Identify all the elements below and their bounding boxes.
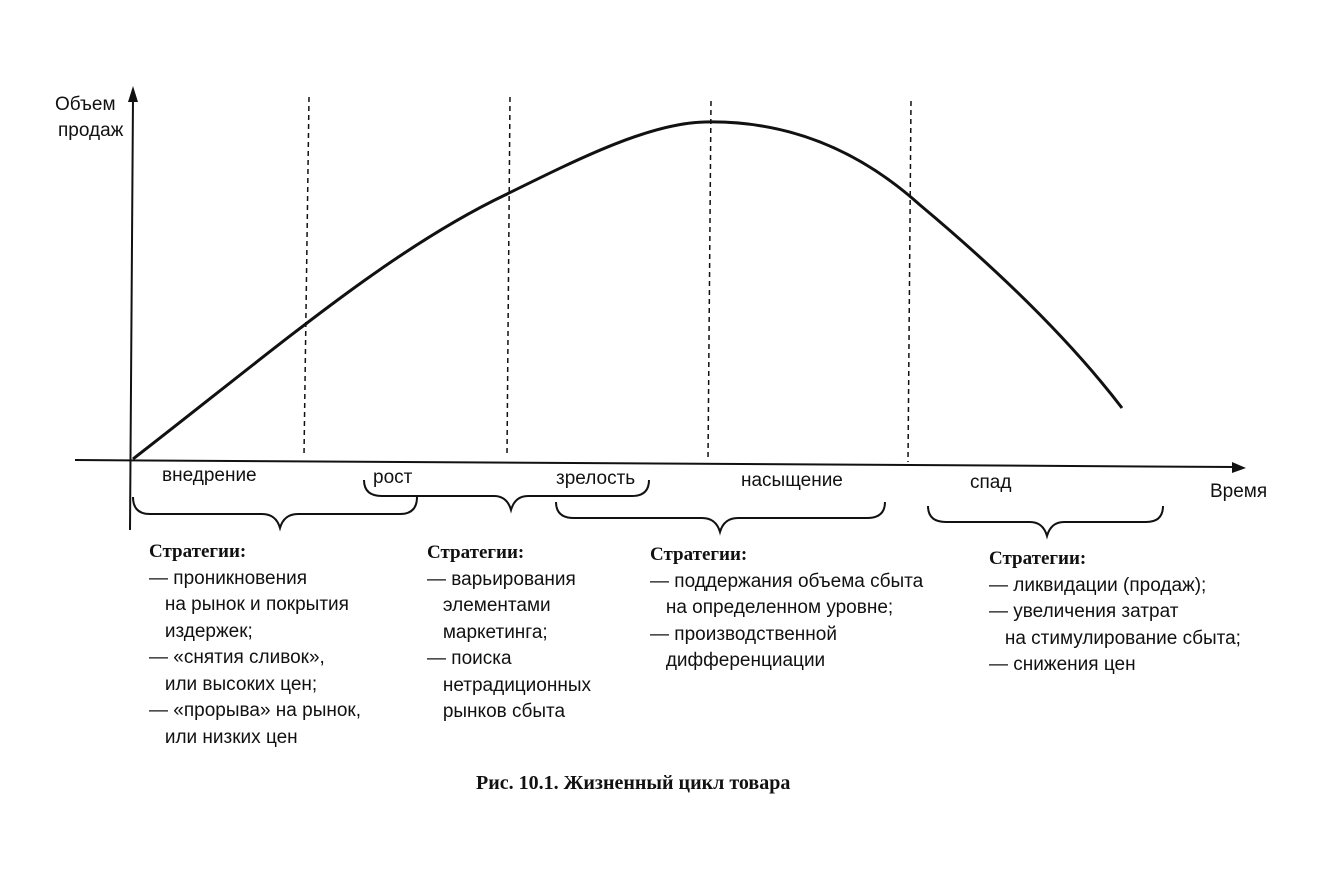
figure-caption: Рис. 10.1. Жизненный цикл товара <box>476 772 791 794</box>
strategy-line: на рынок и покрытия <box>149 594 349 615</box>
brace-maturity <box>556 502 885 532</box>
strategy-block-maturity <box>650 542 923 675</box>
strategy-heading: Стратегии: <box>650 544 748 565</box>
stage-label-maturity: зрелость <box>556 468 636 489</box>
strategy-line: рынков сбыта <box>427 701 566 722</box>
y-axis-label-line-1: Объем <box>55 94 116 115</box>
stage-label-growth: рост <box>373 467 413 488</box>
stage-label-intro: внедрение <box>162 465 257 486</box>
strategy-block-decline <box>989 546 1241 679</box>
boundary-intro-growth <box>304 97 309 455</box>
strategy-heading: Стратегии: <box>149 541 247 562</box>
strategy-line: — «снятия сливок», <box>149 647 325 668</box>
strategy-heading: Стратегии: <box>427 542 525 563</box>
y-axis-label-line-2: продаж <box>58 120 124 141</box>
strategy-line: — снижения цен <box>989 654 1136 675</box>
x-axis-label: Время <box>1210 481 1268 502</box>
strategy-line: издержек; <box>149 620 253 642</box>
stage-label-decline: спад <box>970 472 1012 493</box>
strategy-line: или высоких цен; <box>149 673 318 695</box>
strategy-line: маркетинга; <box>427 621 548 643</box>
strategy-line: — ликвидации (продаж); <box>989 574 1207 596</box>
brace-decline <box>928 506 1163 536</box>
strategy-line: дифференциации <box>650 650 826 671</box>
strategy-line: на стимулирование сбыта; <box>989 627 1241 649</box>
strategy-block-intro <box>149 539 361 751</box>
strategy-line: — увеличения затрат <box>989 601 1179 622</box>
strategy-line: — производственной <box>650 623 837 645</box>
strategy-line: нетрадиционных <box>427 674 592 696</box>
sales-curve <box>133 122 1122 459</box>
boundary-growth-maturity <box>507 97 510 455</box>
strategy-block-growth <box>427 540 591 726</box>
strategy-line: — проникновения <box>149 567 308 589</box>
y-axis-label <box>55 94 124 141</box>
strategy-line: — поиска <box>427 648 512 669</box>
y-axis <box>130 98 133 530</box>
brace-intro <box>133 497 417 528</box>
strategy-line: — варьирования <box>427 568 576 590</box>
strategy-line: — поддержания объема сбыта <box>650 570 924 592</box>
strategy-line: элементами <box>427 595 551 616</box>
strategy-heading: Стратегии: <box>989 548 1087 569</box>
strategy-line: — «прорыва» на рынок, <box>149 700 361 721</box>
y-axis-arrow <box>128 86 138 102</box>
boundary-maturity-saturation <box>708 101 711 460</box>
stage-label-saturation: насыщение <box>741 470 843 491</box>
strategy-line: или низких цен <box>149 726 298 748</box>
strategy-line: на определенном уровне; <box>650 597 894 618</box>
boundary-saturation-decline <box>908 101 911 462</box>
x-axis-arrow <box>1232 462 1246 473</box>
